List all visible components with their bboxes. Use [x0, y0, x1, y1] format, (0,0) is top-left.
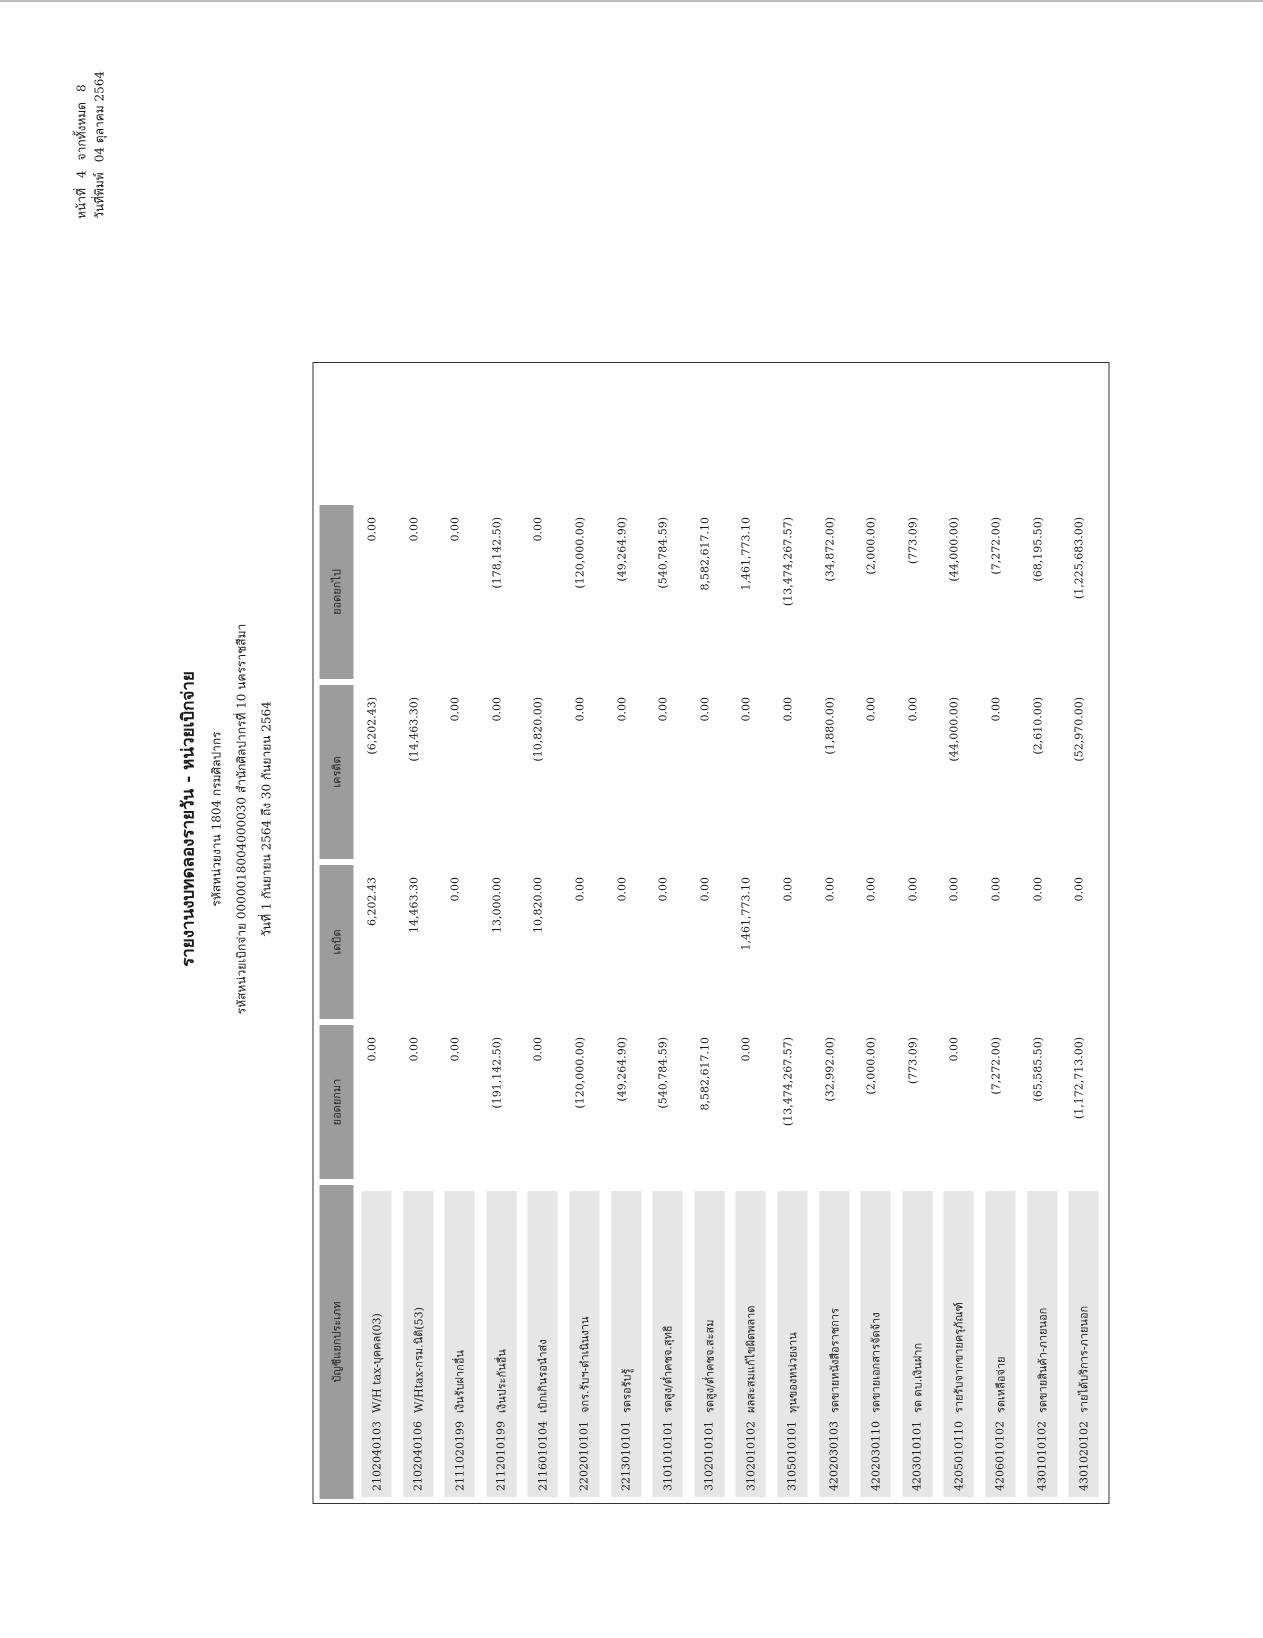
account-code: 4203010101	[910, 1421, 924, 1491]
table-row	[567, 363, 609, 1503]
account-cell	[486, 1191, 516, 1497]
closing-balance: 1,461,773.10	[739, 517, 753, 591]
page-label: หน้าที่	[74, 188, 88, 219]
account-name: รดขายหนังสือราชการ	[827, 1308, 841, 1413]
closing-balance: 0.00	[531, 517, 545, 542]
account-name: รดเหลือจ่าย	[993, 1356, 1007, 1413]
table-row	[1025, 363, 1067, 1503]
closing-balance: (68,195.50)	[1030, 517, 1044, 582]
account-cell	[860, 1191, 890, 1497]
account-cell	[694, 1191, 724, 1497]
table-row	[817, 363, 859, 1503]
account-code: 3105010101	[785, 1421, 799, 1491]
account-name: รายได้บริการ-ภายนอก	[1077, 1305, 1091, 1413]
account-code: 4202030110	[868, 1421, 882, 1491]
closing-balance: 0.00	[365, 517, 378, 542]
account-name: W/H tax-บุคคล(03)	[370, 1313, 383, 1413]
table-row	[359, 363, 401, 1503]
disbursement-unit-line: รหัสหน่วยเบิกจ่าย 0000018004000030 สำนักศิลปากรที่ 10 นครราชสีมา	[234, 623, 248, 1015]
debit-amount: 0.00	[905, 877, 919, 902]
account-code: 2116010104	[535, 1421, 549, 1491]
opening-balance: 0.00	[448, 1037, 462, 1062]
opening-balance: 0.00	[531, 1037, 545, 1062]
debit-amount: 10,820.00	[531, 877, 545, 933]
closing-balance: (540,784.59)	[656, 517, 670, 589]
agency-line: รหัสหน่วยงาน 1804 กรมศิลปากร	[209, 731, 223, 907]
header-credit: เครดิต	[319, 685, 353, 859]
opening-balance: (191,142.50)	[489, 1037, 503, 1109]
table-row	[858, 363, 900, 1503]
credit-amount: 0.00	[905, 697, 919, 722]
debit-amount: 0.00	[656, 877, 670, 902]
account-cell	[569, 1191, 599, 1497]
account-cell	[1027, 1191, 1057, 1497]
table-row	[650, 363, 692, 1503]
closing-balance: (34,872.00)	[822, 517, 836, 582]
credit-amount: 0.00	[864, 697, 878, 722]
account-cell	[403, 1191, 433, 1497]
closing-balance: (120,000.00)	[572, 517, 586, 589]
debit-amount: 0.00	[864, 877, 878, 902]
table-row	[1066, 363, 1108, 1503]
opening-balance: (2,000.00)	[864, 1037, 878, 1095]
debit-amount: 0.00	[947, 877, 961, 902]
account-cell	[527, 1191, 557, 1497]
opening-balance: (773.09)	[905, 1037, 919, 1085]
closing-balance: (773.09)	[905, 517, 919, 565]
table-row	[401, 363, 443, 1503]
table-row	[484, 363, 526, 1503]
account-code: 2112010199	[494, 1421, 508, 1491]
table-row	[442, 363, 484, 1503]
debit-amount: 0.00	[697, 877, 711, 902]
account-cell	[777, 1191, 807, 1497]
table-row	[983, 363, 1025, 1503]
account-name: รดขายสินค้า-ภายนอก	[1035, 1307, 1049, 1413]
table-row	[525, 363, 567, 1503]
credit-amount: (10,820.00)	[531, 697, 545, 762]
scan-top-edge	[0, 0, 1263, 10]
account-code: 3102010102	[743, 1421, 757, 1491]
account-name: จกร.รับฯ-ดำเนินงาน	[577, 1316, 591, 1413]
report-period: วันที่ 1 กันยายน 2564 ถึง 30 กันยายน 2564	[259, 701, 273, 937]
account-name: รดรอรับรู้	[619, 1368, 633, 1413]
debit-amount: 0.00	[780, 877, 794, 902]
credit-amount: (2,610.00)	[1030, 697, 1044, 755]
credit-amount: 0.00	[739, 697, 753, 722]
account-code: 2102040103	[369, 1421, 383, 1491]
debit-amount: 13,000.00	[489, 877, 503, 933]
opening-balance: 8,582,617.10	[697, 1037, 711, 1111]
account-code: 4301010102	[1035, 1421, 1048, 1491]
table-row	[775, 363, 817, 1503]
account-name: รดขายเอกสารจัดจ้าง	[869, 1312, 883, 1413]
account-cell	[444, 1191, 474, 1497]
opening-balance: (540,784.59)	[656, 1037, 670, 1109]
account-cell	[819, 1191, 849, 1497]
account-code: 2111020199	[452, 1421, 466, 1491]
debit-amount: 14,463.30	[406, 877, 420, 933]
closing-balance: (44,000.00)	[947, 517, 961, 582]
page-number: 4	[74, 170, 88, 179]
header-debit: เดบิต	[319, 865, 353, 1019]
credit-amount: (44,000.00)	[947, 697, 961, 762]
page-meta	[72, 71, 108, 219]
account-name: รด ดบ.เงินฝาก	[910, 1342, 924, 1413]
account-cell	[1068, 1191, 1098, 1497]
debit-amount: 0.00	[1030, 877, 1044, 902]
opening-balance: (1,172,713.00)	[1072, 1037, 1086, 1120]
opening-balance: (65,585.50)	[1030, 1037, 1044, 1102]
account-name: เงินรับฝากอื่น	[453, 1350, 467, 1413]
opening-balance: (32,992.00)	[822, 1037, 836, 1102]
account-code: 2202010101	[577, 1421, 591, 1491]
closing-balance: (2,000.00)	[864, 517, 878, 575]
account-name: รายรับจากขายครุภัณฑ์	[952, 1302, 966, 1413]
account-cell	[735, 1191, 765, 1497]
credit-amount: (1,880.00)	[822, 697, 836, 755]
table-header	[313, 363, 359, 1503]
table-body	[359, 363, 1108, 1503]
account-name: รดสูง/ต่ำคชจ.สะสม	[702, 1319, 716, 1413]
debit-amount: 0.00	[614, 877, 628, 902]
account-cell	[985, 1191, 1015, 1497]
report-header	[174, 39, 276, 1599]
opening-balance: (7,272.00)	[988, 1037, 1002, 1095]
closing-balance: (7,272.00)	[988, 517, 1002, 575]
closing-balance: (178,142.50)	[489, 517, 503, 589]
debit-amount: 1,461,773.10	[739, 877, 753, 951]
account-code: 3101010101	[660, 1421, 674, 1491]
print-date: 04 ตุลาคม 2564	[92, 71, 106, 163]
account-name: ผลสะสมแก้ไขผิดพลาด	[744, 1305, 758, 1413]
debit-amount: 0.00	[572, 877, 586, 902]
table-row	[692, 363, 734, 1503]
credit-amount: 0.00	[697, 697, 711, 722]
account-code: 2213010101	[619, 1421, 633, 1491]
closing-balance: (13,474,267.57)	[780, 517, 794, 607]
credit-amount: 0.00	[780, 697, 794, 722]
print-label: วันที่พิมพ์	[92, 172, 106, 219]
account-name: เบิกเกินรอนำส่ง	[536, 1339, 550, 1413]
account-code: 4202030103	[827, 1421, 841, 1491]
credit-amount: 0.00	[448, 697, 462, 722]
table-row	[900, 363, 942, 1503]
account-code: 4301020102	[1076, 1421, 1090, 1491]
header-closing: ยอดยกไป	[319, 505, 353, 679]
debit-amount: 0.00	[822, 877, 836, 902]
total-label: จากทั้งหมด	[74, 102, 88, 161]
opening-balance: (13,474,267.57)	[780, 1037, 794, 1127]
closing-balance: 0.00	[448, 517, 462, 542]
credit-amount: (6,202.43)	[365, 697, 378, 755]
account-name: เงินประกันอื่น	[494, 1349, 508, 1413]
debit-amount: 0.00	[448, 877, 462, 902]
opening-balance: 0.00	[947, 1037, 961, 1062]
account-cell	[943, 1191, 973, 1497]
account-cell	[652, 1191, 682, 1497]
closing-balance: (49,264.90)	[614, 517, 628, 582]
total-number: 8	[74, 84, 88, 93]
credit-amount: (14,463.30)	[406, 697, 420, 762]
header-account: บัญชีแยกประเภท	[319, 1185, 353, 1499]
opening-balance: (49,264.90)	[614, 1037, 628, 1102]
closing-balance: 8,582,617.10	[697, 517, 711, 591]
credit-amount: 0.00	[489, 697, 503, 722]
account-cell	[902, 1191, 932, 1497]
closing-balance: (1,225,683.00)	[1072, 517, 1086, 600]
table-row	[609, 363, 651, 1503]
opening-balance: 0.00	[739, 1037, 753, 1062]
header-opening: ยอดยกมา	[319, 1025, 353, 1179]
credit-amount: 0.00	[988, 697, 1002, 722]
account-code: 3102010101	[702, 1421, 716, 1491]
trial-balance-table	[312, 362, 1109, 1504]
account-cell	[361, 1191, 391, 1497]
credit-amount: 0.00	[572, 697, 586, 722]
credit-amount: (52,970.00)	[1072, 697, 1086, 762]
debit-amount: 0.00	[1072, 877, 1086, 902]
rotated-page	[44, 39, 1219, 1599]
table-row	[733, 363, 775, 1503]
report-title: รายงานงบทดลองรายวัน - หน่วยเบิกจ่าย	[178, 671, 198, 967]
opening-balance: 0.00	[406, 1037, 420, 1062]
credit-amount: 0.00	[614, 697, 628, 722]
debit-amount: 6,202.43	[365, 877, 378, 926]
credit-amount: 0.00	[656, 697, 670, 722]
account-name: ทุนของหน่วยงาน	[785, 1332, 799, 1413]
account-code: 4205010110	[951, 1421, 965, 1491]
opening-balance: 0.00	[365, 1037, 378, 1062]
account-name: รดสูง/ต่ำคชจ.สุทธิ	[661, 1325, 675, 1413]
closing-balance: 0.00	[406, 517, 420, 542]
account-code: 4206010102	[993, 1421, 1007, 1491]
account-name: W/Htax-กรม.นิติ(53)	[411, 1307, 425, 1413]
debit-amount: 0.00	[988, 877, 1002, 902]
table-row	[941, 363, 983, 1503]
opening-balance: (120,000.00)	[572, 1037, 586, 1109]
account-cell	[611, 1191, 641, 1497]
account-code: 2102040106	[411, 1421, 425, 1491]
